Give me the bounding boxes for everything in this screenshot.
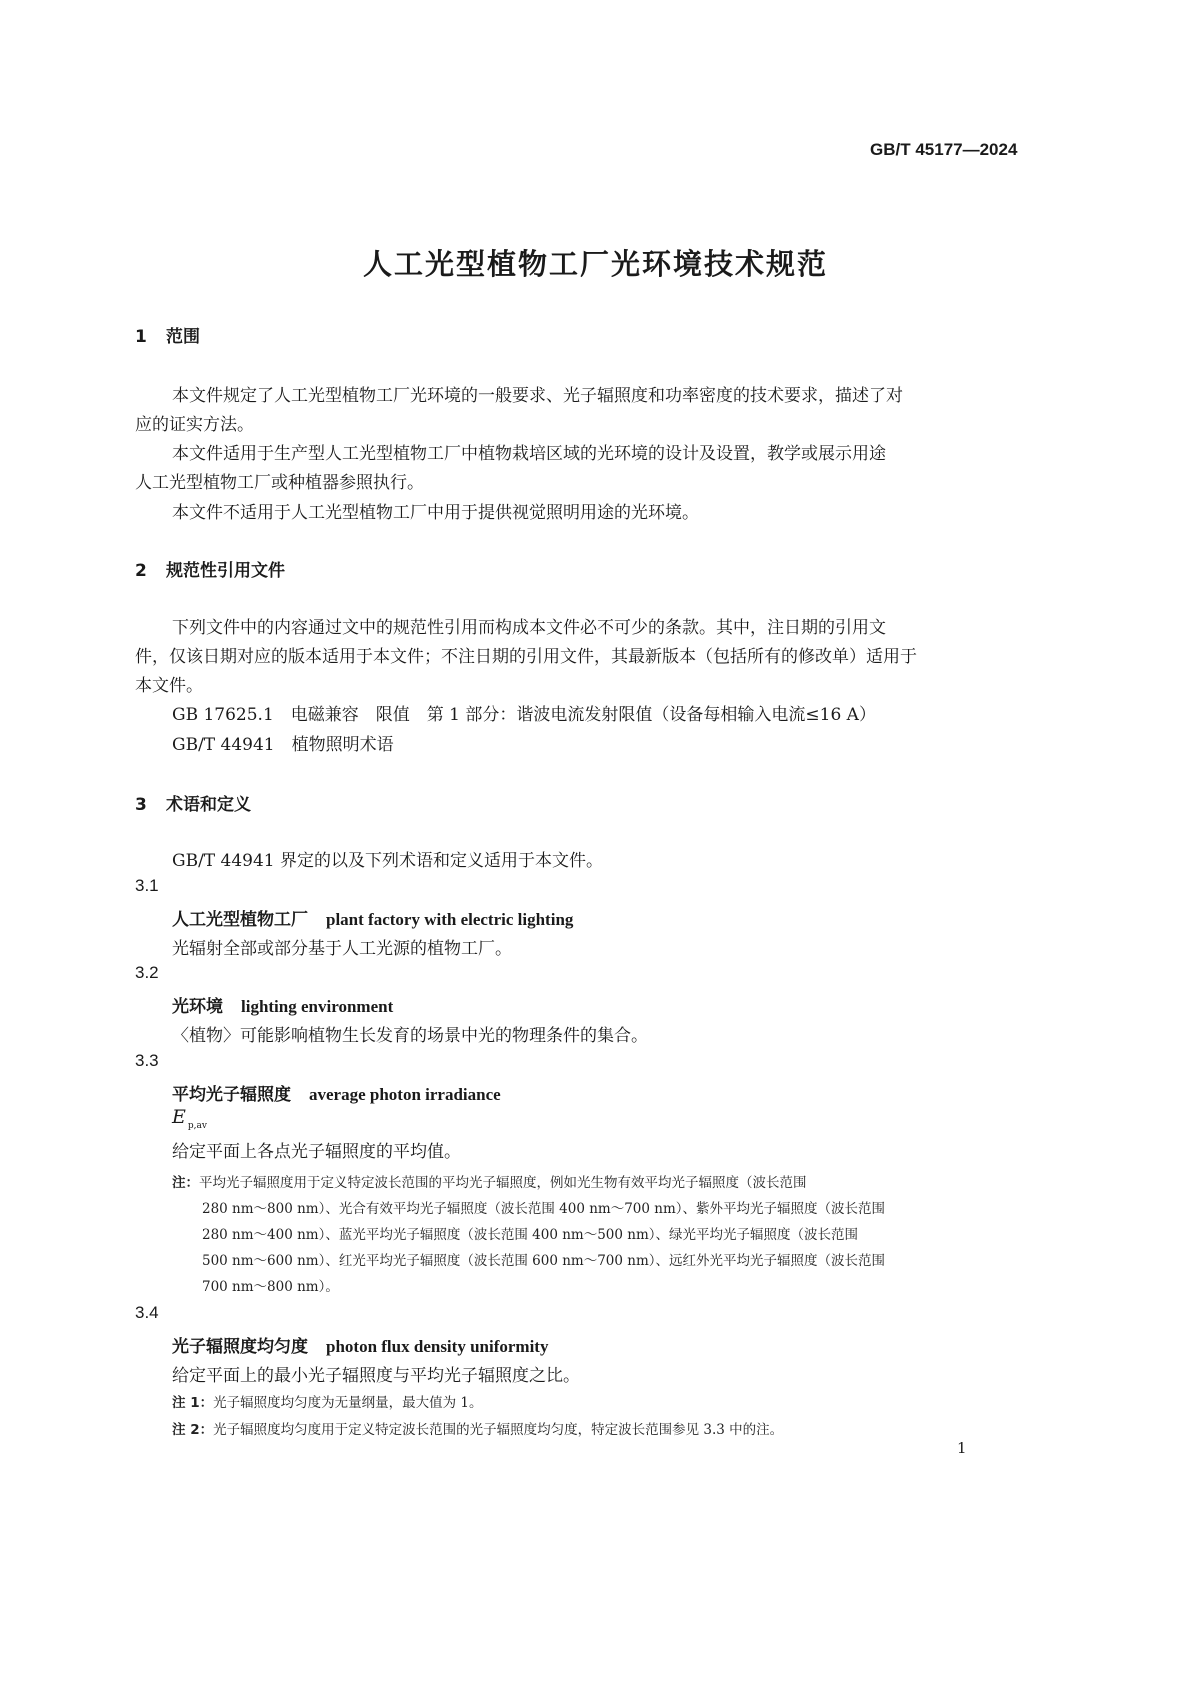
note-label: 注： <box>172 1175 199 1191</box>
paragraph-line: 本文件规定了人工光型植物工厂光环境的一般要求、光子辐照度和功率密度的技术要求，描述了对 <box>172 386 903 406</box>
section-number: 3 <box>135 795 147 815</box>
note-text: 平均光子辐照度用于定义特定波长范围的平均光子辐照度，例如光生物有效平均光子辐照度（波长范围 <box>199 1175 807 1191</box>
document-title: 人工光型植物工厂光环境技术规范 <box>362 247 828 281</box>
paragraph-line: 本文件不适用于人工光型植物工厂中用于提供视觉照明用途的光环境。 <box>172 503 699 523</box>
term-cn: 光环境 <box>172 997 223 1017</box>
term-en: average photon irradiance <box>309 1085 501 1104</box>
standard-number: GB/T 45177—2024 <box>870 140 1018 159</box>
note-line: 280 nm～400 nm）、蓝光平均光子辐照度（波长范围 400 nm～500 nm）、绿光平均光子辐照度（波长范围 <box>202 1227 859 1243</box>
paragraph-line: 件，仅该日期对应的版本适用于本文件；不注日期的引用文件，其最新版本（包括所有的修改单）适用于 <box>135 647 917 667</box>
note-line <box>172 1171 807 1191</box>
term-en: plant factory with electric lighting <box>326 910 574 929</box>
note-line: 280 nm～800 nm）、光合有效平均光子辐照度（波长范围 400 nm～700 nm）、紫外平均光子辐照度（波长范围 <box>202 1201 886 1217</box>
term-cn: 光子辐照度均匀度 <box>172 1337 308 1357</box>
term-heading <box>172 905 573 930</box>
paragraph-line: 本文件适用于生产型人工光型植物工厂中植物栽培区域的光环境的设计及设置，教学或展示用途 <box>172 444 886 464</box>
section-number: 2 <box>135 561 147 581</box>
term-heading <box>172 1080 501 1105</box>
term-cn: 人工光型植物工厂 <box>172 910 308 930</box>
term-heading <box>172 1332 548 1357</box>
section-1-heading <box>135 322 200 347</box>
section-2-heading <box>135 556 285 581</box>
term-en: lighting environment <box>241 997 394 1016</box>
term-number: 3.2 <box>135 963 159 982</box>
paragraph-line: 本文件。 <box>135 676 203 696</box>
symbol-subscript: p,av <box>187 1120 207 1131</box>
section-title: 规范性引用文件 <box>166 561 285 581</box>
paragraph-line: 人工光型植物工厂或种植器参照执行。 <box>135 473 424 493</box>
term-number: 3.4 <box>135 1303 159 1322</box>
term-definition: 给定平面上各点光子辐照度的平均值。 <box>172 1142 461 1162</box>
note-text: 光子辐照度均匀度用于定义特定波长范围的光子辐照度均匀度，特定波长范围参见 3.3 中的注。 <box>213 1422 784 1438</box>
normative-reference: GB/T 44941 植物照明术语 <box>172 735 394 755</box>
note-label: 注 2： <box>172 1422 214 1438</box>
term-cn: 平均光子辐照度 <box>172 1085 291 1105</box>
paragraph-line: GB/T 44941 界定的以及下列术语和定义适用于本文件。 <box>172 851 604 871</box>
paragraph-line: 应的证实方法。 <box>135 415 254 435</box>
term-number: 3.1 <box>135 876 159 895</box>
normative-reference: GB 17625.1 电磁兼容 限值 第 1 部分：谐波电流发射限值（设备每相输入电流≤16 A） <box>172 705 876 725</box>
section-title: 术语和定义 <box>166 795 251 815</box>
term-heading <box>172 992 393 1017</box>
paragraph-line: 下列文件中的内容通过文中的规范性引用而构成本文件必不可少的条款。其中，注日期的引用文 <box>172 618 886 638</box>
term-symbol <box>172 1106 207 1131</box>
term-number: 3.3 <box>135 1051 159 1070</box>
note-text: 光子辐照度均匀度为无量纲量，最大值为 1。 <box>213 1395 483 1411</box>
section-title: 范围 <box>166 327 200 347</box>
symbol-main: E <box>172 1106 186 1128</box>
note-line: 500 nm～600 nm）、红光平均光子辐照度（波长范围 600 nm～700 nm）、远红外光平均光子辐照度（波长范围 <box>202 1253 886 1269</box>
term-definition: 光辐射全部或部分基于人工光源的植物工厂。 <box>172 939 512 959</box>
note-line <box>172 1391 482 1411</box>
section-3-heading <box>135 790 251 815</box>
page-number: 1 <box>957 1439 967 1457</box>
note-label: 注 1： <box>172 1395 214 1411</box>
term-definition: 〈植物〉可能影响植物生长发育的场景中光的物理条件的集合。 <box>172 1026 648 1046</box>
note-line: 700 nm～800 nm）。 <box>202 1279 339 1295</box>
term-definition: 给定平面上的最小光子辐照度与平均光子辐照度之比。 <box>172 1366 580 1386</box>
section-number: 1 <box>135 327 147 347</box>
term-en: photon flux density uniformity <box>326 1337 549 1356</box>
note-line <box>172 1418 783 1438</box>
